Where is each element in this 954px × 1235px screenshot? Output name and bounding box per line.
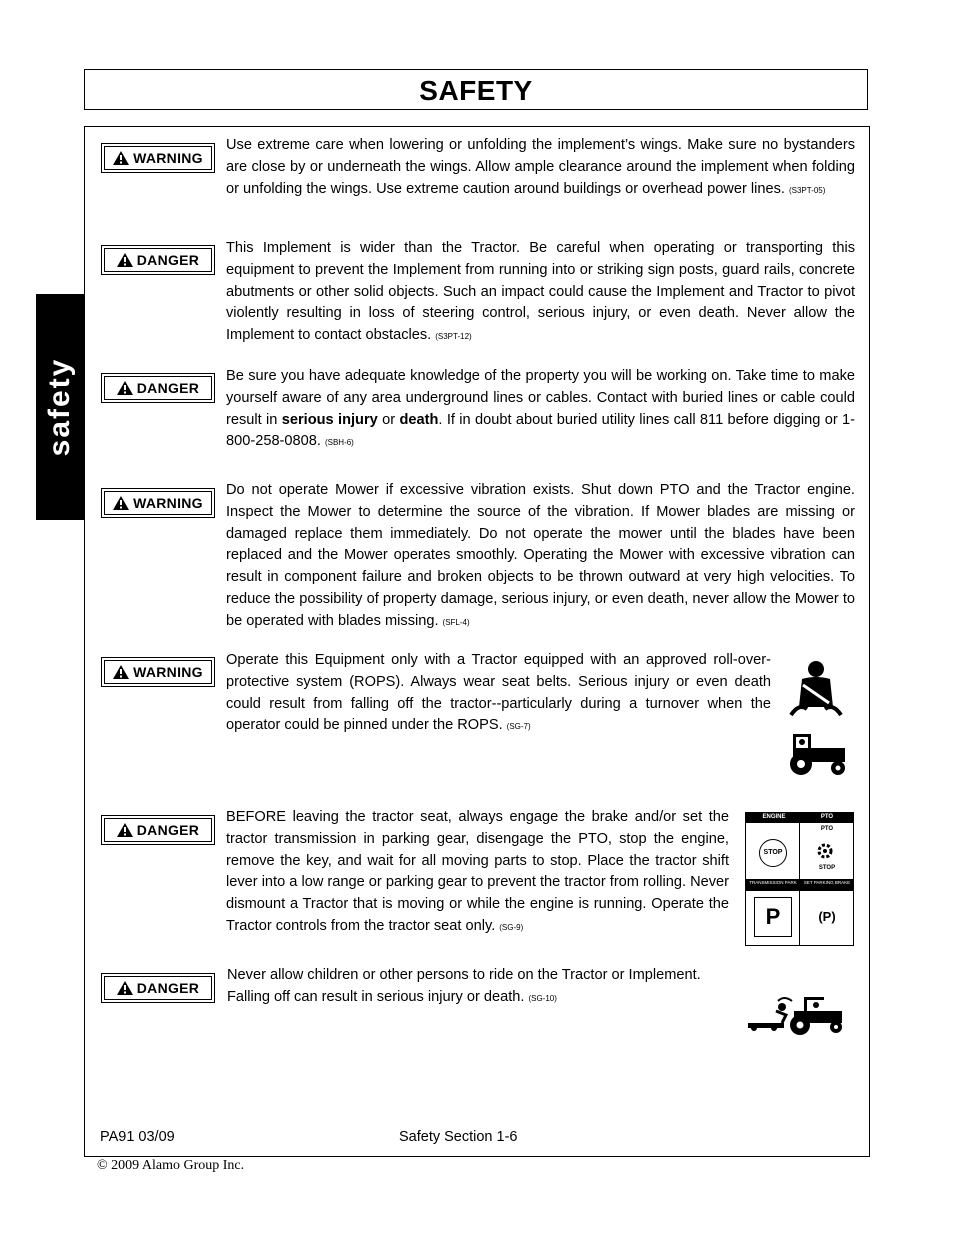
message-text: Operate this Equipment only with a Tractor equipped with an approved roll-over-protective system (ROPS). Always wear seat belts. Serious injury or even death could result from falling off the tractor--particularly during a turnover when the operator could be pinned under the ROPS. <box>226 652 771 734</box>
page-title-box <box>84 69 868 110</box>
pto-label: PTO <box>820 814 834 820</box>
message-code: (SG-10) <box>528 993 557 1003</box>
footer-model: PA91 03/09 <box>100 1129 175 1145</box>
danger-badge <box>101 373 215 403</box>
warning-triangle-icon <box>113 496 129 510</box>
warning-triangle-icon <box>117 981 133 995</box>
message-text: or <box>377 411 400 428</box>
message-bold: serious injury <box>281 411 378 428</box>
pto-gear-icon <box>816 842 834 860</box>
danger-badge <box>101 815 215 845</box>
danger-badge <box>101 973 215 1003</box>
warning-badge <box>101 143 215 173</box>
badge-label: DANGER <box>136 252 200 268</box>
footer-section: Safety Section 1-6 <box>399 1129 518 1145</box>
message-code: (SBH-6) <box>324 438 354 448</box>
badge-label: WARNING <box>133 495 203 511</box>
rider-falling-icon <box>746 993 846 1038</box>
warning-triangle-icon <box>117 823 133 837</box>
message-text: Use extreme care when lowering or unfolding the implement’s wings. Make sure no bystanders are close by or underneath the wings. Allow ample clearance around the implement when folding or unfolding the wings. Use extreme caution around buildings or overhead power lines. <box>226 137 855 197</box>
badge-label: DANGER <box>136 980 200 996</box>
pto-stop-label: STOP <box>818 865 836 871</box>
tractor-controls-panel <box>745 812 854 946</box>
warning-badge <box>101 657 215 687</box>
badge-label: DANGER <box>136 380 200 396</box>
badge-label: DANGER <box>136 822 200 838</box>
page-title: SAFETY <box>419 75 533 106</box>
transmission-label: TRANSMISSION PARK <box>749 880 797 885</box>
side-tab <box>36 294 84 520</box>
badge-label: WARNING <box>133 150 203 166</box>
safety-message <box>226 807 729 939</box>
engine-stop-icon: STOP <box>759 839 787 867</box>
warning-triangle-icon <box>113 665 129 679</box>
message-bold: death <box>399 411 439 428</box>
safety-message <box>226 238 855 348</box>
message-text: BEFORE leaving the tractor seat, always engage the brake and/or set the tractor transmission in parking gear, disengage the PTO, stop the engine, remove the key, and wait for all moving parts to stop. Place the tractor shift lever into a low range or parking gear to prevent the tractor from rolling. Never dismount a Tractor that is moving or while the engine is running. Operate the Tractor controls from the tractor seat only. <box>226 809 729 934</box>
message-code: (S3PT-12) <box>435 332 472 342</box>
message-text: Be sure you have adequate knowledge of the property you will be working on. Take time to make yourself aware of any area underground lines or cables. Contact with buried lines or cable could result in <box>226 368 855 428</box>
side-tab-label: safety <box>43 357 76 457</box>
message-text: . If in doubt about buried utility lines call 811 before digging or 1-800-258-0808. <box>226 411 856 450</box>
message-code: (S3PT-05) <box>788 185 826 195</box>
copyright: © 2009 Alamo Group Inc. <box>97 1158 245 1173</box>
message-code: (SFL-4) <box>442 617 470 627</box>
pto-inner-label: PTO <box>820 826 834 832</box>
message-text: This Implement is wider than the Tractor. Be careful when operating or transporting this equipment to prevent the Implement from running into or striking sign posts, guard rails, concrete abutments or other solid objects. Such an impact could cause the Implement and Tractor to pivot violently resulting in loss of steering control, serious injury, or even death. Never allow the Implement to contact obstacles. <box>226 240 855 344</box>
warning-triangle-icon <box>117 381 133 395</box>
message-text: Never allow children or other persons to ride on the Tractor or Implement. Falling off can result in serious injury or death. <box>227 967 701 1005</box>
safety-message <box>227 965 737 1010</box>
message-code: (SG-9) <box>499 922 524 932</box>
safety-message <box>226 650 771 738</box>
panel-divider <box>799 891 800 945</box>
parking-brake-icon: (P) <box>818 909 836 924</box>
seatbelt-operator-icon <box>785 657 847 719</box>
warning-badge <box>101 488 215 518</box>
warning-triangle-icon <box>117 253 133 267</box>
warning-triangle-icon <box>113 151 129 165</box>
parking-brake-label: SET PARKING BRAKE <box>803 880 851 885</box>
message-code: (SG-7) <box>506 722 531 732</box>
badge-label: WARNING <box>133 664 203 680</box>
panel-divider <box>799 823 800 879</box>
danger-badge <box>101 245 215 275</box>
tractor-rops-icon <box>785 730 849 780</box>
park-gear-icon: P <box>754 897 792 937</box>
safety-message <box>226 135 855 201</box>
safety-message <box>226 366 855 454</box>
message-text: Do not operate Mower if excessive vibration exists. Shut down PTO and the Tractor engine. Inspect the Mower to determine the source of the vibration. If Mower blades are missing or damaged replace them immediately. Do not operate the mower until the blades have been replaced and the Mower operates smoothly. Operating the Mower with excessive vibration can result in component failure and broken objects to be thrown outward at very high velocities. To reduce the possibility of property damage, serious injury, or even death, never allow the Mower to be operated with blades missing. <box>226 482 855 629</box>
engine-label: ENGINE <box>762 814 786 820</box>
safety-message <box>226 480 855 634</box>
